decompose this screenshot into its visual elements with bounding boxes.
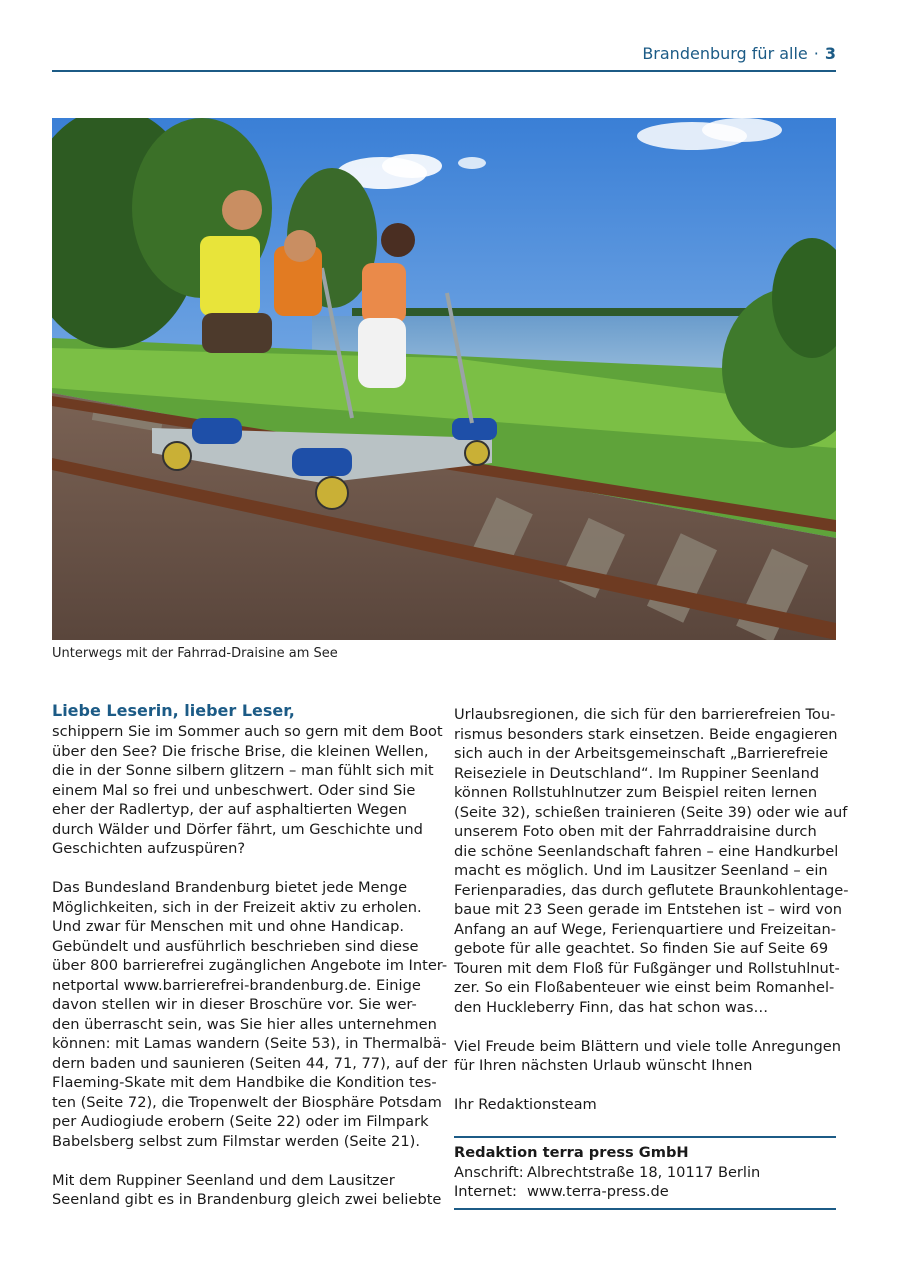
text-line: unserem Foto oben mit der Fahrraddraisine durch <box>454 823 817 840</box>
greeting-heading: Liebe Leserin, lieber Leser, <box>52 701 295 720</box>
text-line: Touren mit dem Floß für Fußgänger und Rollstuhlnut- <box>454 959 840 977</box>
text-line: Reiseziele in Deutschland“. Im Ruppiner Seenland <box>454 764 820 782</box>
text-line: können Rollstuhlnutzer zum Beispiel reiten lernen <box>454 784 818 801</box>
running-title: Brandenburg für alle <box>642 44 808 63</box>
text-line: Urlaubsregionen, die sich für den barrierefreien Tou- <box>454 706 836 723</box>
photo-caption: Unterwegs mit der Fahrrad-Draisine am See <box>52 646 338 661</box>
text-line: ten (Seite 72), die Tropenwelt der Biosphäre Potsdam <box>52 1093 442 1111</box>
text-line: per Audiogiude erobern (Seite 22) oder im Filmpark <box>52 1113 429 1130</box>
text-line: eher der Radlertyp, der auf asphaltierten Wegen <box>52 801 407 818</box>
text-line: den überrascht sein, was Sie hier alles unternehmen <box>52 1015 437 1033</box>
text-line: Möglichkeiten, sich in der Freizeit aktiv zu erholen. <box>52 898 422 916</box>
text-line: Und zwar für Menschen mit und ohne Handicap. <box>52 918 405 935</box>
text-line: dern baden und saunieren (Seiten 44, 71, 77), auf der <box>52 1054 448 1072</box>
text-line: sich auch in der Arbeitsgemeinschaft „Barrierefreie <box>454 745 829 762</box>
photo-rail-bike-at-lake <box>52 118 836 640</box>
text-line: gebote für alle geachtet. So finden Sie auf Seite 69 <box>454 940 829 957</box>
address-label: Anschrift: <box>454 1163 524 1181</box>
text-line: (Seite 32), schießen trainieren (Seite 39) oder wie auf <box>454 803 848 821</box>
text-line: den Huckleberry Finn, das hat schon was… <box>454 998 769 1016</box>
header-separator: · <box>813 44 819 63</box>
text-line: über 800 barrierefrei zugänglichen Angebote im Inter- <box>52 957 448 974</box>
text-line: können: mit Lamas wandern (Seite 53), in Thermalbä- <box>52 1035 447 1052</box>
left-column <box>52 700 448 1210</box>
internet-link[interactable]: www.terra-press.de <box>527 1183 669 1200</box>
text-line: baue mit 23 Seen gerade im Entstehen ist – wird von <box>454 901 843 918</box>
text-line: Babelsberg selbst zum Filmstar werden (Seite 21). <box>52 1132 420 1150</box>
page-number: 3 <box>824 44 836 63</box>
text-line: über den See? Die frische Brise, die kleinen Wellen, <box>52 742 429 760</box>
left-paragraph-1 <box>52 722 443 859</box>
right-paragraph-1 <box>454 705 849 1017</box>
right-column <box>454 705 849 1115</box>
internet-label: Internet: <box>454 1183 517 1200</box>
signoff: Ihr Redaktionsteam <box>454 1096 597 1113</box>
left-paragraph-2 <box>52 878 448 1151</box>
text-line: Anfang an auf Wege, Ferienquartiere und Freizeitan- <box>454 920 837 938</box>
text-line: zer. So ein Floßabenteuer wie einst beim Romanhel- <box>454 979 835 996</box>
text-line: die schöne Seenlandschaft fahren – eine Handkurbel <box>454 842 839 860</box>
imprint-box <box>454 1136 836 1210</box>
text-line: Mit dem Ruppiner Seenland und dem Lausitzer <box>52 1171 395 1189</box>
text-line: die in der Sonne silbern glitzern – man fühlt sich mit <box>52 762 434 779</box>
text-line: Flaeming-Skate mit dem Handbike die Kondition tes- <box>52 1074 437 1091</box>
text-line: schippern Sie im Sommer auch so gern mit dem Boot <box>52 723 443 740</box>
text-line: Gebündelt und ausführlich beschrieben sind diese <box>52 937 419 955</box>
text-line: Ferienparadies, das durch geflutete Braunkohlentage- <box>454 881 849 899</box>
text-line: Geschichten aufzuspüren? <box>52 840 246 857</box>
text-line: rismus besonders stark einsetzen. Beide engagieren <box>454 725 838 743</box>
text-line: Das Bundesland Brandenburg bietet jede Menge <box>52 879 408 896</box>
text-line: für Ihren nächsten Urlaub wünscht Ihnen <box>454 1057 753 1074</box>
text-line: davon stellen wir in dieser Broschüre vor. Sie wer- <box>52 996 417 1013</box>
text-line: einem Mal so frei und unbeschwert. Oder sind Sie <box>52 781 416 799</box>
text-line: Viel Freude beim Blättern und viele tolle Anregungen <box>454 1037 841 1055</box>
text-line: macht es möglich. Und im Lausitzer Seenland – ein <box>454 862 828 879</box>
right-paragraph-2 <box>454 1037 841 1076</box>
page-header <box>52 40 836 72</box>
left-paragraph-3 <box>52 1171 442 1210</box>
imprint-company: Redaktion terra press GmbH <box>454 1144 689 1161</box>
address-value: Albrechtstraße 18, 10117 Berlin <box>527 1163 761 1181</box>
text-line: Seenland gibt es in Brandenburg gleich zwei beliebte <box>52 1191 442 1208</box>
text-line: netportal www.barrierefrei-brandenburg.de. Einige <box>52 976 421 994</box>
text-line: durch Wälder und Dörfer fährt, um Geschichte und <box>52 820 423 838</box>
